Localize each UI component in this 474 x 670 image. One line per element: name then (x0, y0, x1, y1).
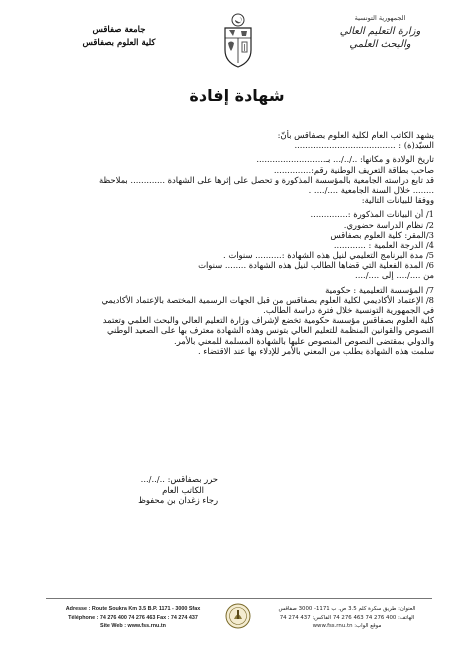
body-line: والدولي بمقتضى النصوص المنصوص عليها بالشهادة المسلمة للمعني بالأمر. (173, 335, 434, 346)
body-line: السيّد(ة) : ...................................... (294, 140, 434, 151)
republic-label: الجمهورية التونسية (354, 14, 406, 22)
body-line: 1/ أن البيانات المذكورة :.............. (310, 209, 434, 220)
university-name: جامعة صفاقس (92, 25, 146, 35)
footer-phone: Téléphone : 74 276 400 74 276 463 Fax : 74 274 437 (68, 614, 198, 621)
body-line: كلية العلوم بصفاقس مؤسسة حكومية تخضع لإشراف وزارة التعليم العالي والبحث العلمي وتعتمد (102, 315, 434, 326)
body-line: قد تابع دراسته الجامعية بالمؤسسة المذكورة و تحصل على إثرها على الشهادة ............. بملاحظة (99, 174, 434, 185)
body-line: 8/ الإعتماد الأكاديمي لكلية العلوم بصفاقس من قبل الجهات الرسمية المختصة بالإعتماد الأكاديمي (101, 294, 434, 305)
body-line: 6/ المدة الفعلية التي قضاها الطالب لنيل هذه الشهادة ........ سنوات (198, 260, 434, 271)
body-line: 7/ المؤسسة التعليمية : حكومية (325, 284, 434, 295)
body-line: سلمت هذه الشهادة بطلب من المعني بالأمر للإدلاء بها عند الاقتضاء . (197, 345, 434, 356)
faculty-name: كلية العلوم بصفاقس (82, 38, 156, 48)
signature-date: حرر بصفاقس: ../../... (140, 474, 218, 484)
body-line: تاريخ الولادة و مكانها: ../../... بـ.......................... (256, 154, 434, 165)
footer-arabic (262, 605, 432, 631)
body-line: النصوص والقوانين المنظمة للتعليم العالي بتونس وهذه الشهادة معترف بها على الصعيد الوطني (107, 325, 434, 336)
signature-block (88, 474, 218, 506)
footer-address: Adresse : Route Soukra Km 3.5 B.P. 1171 - 3000 Sfax (65, 606, 201, 612)
signature-role: الكاتب العام (162, 484, 204, 495)
body-line: في الجمهورية التونسية خلال فترة دراسة الطالب. (263, 305, 434, 315)
ministry-line-2: والبحث العلمي (349, 39, 411, 50)
body-line: 4/ الدرجة العلمية : ............ (333, 239, 434, 250)
footer-divider (46, 598, 432, 599)
footer-address-ar: العنوان: طريق سكرة كلم 3.5 ص. ب 1171- 3000 صفاقس (278, 606, 416, 612)
footer-website-ar: موقع الواب: www.fss.rnu.tn (312, 623, 382, 630)
body-line: من ..../.... إلى ..../.... (355, 270, 434, 281)
signature-name: رجاء زغدان بن محفوظ (138, 495, 218, 505)
certificate-body (34, 130, 434, 356)
document-title: شهادة إفادة (189, 86, 285, 105)
body-line: 5/ مدة البرنامج التعليمي لنيل هذه الشهادة :.......... سنوات . (223, 250, 434, 261)
footer-website: Site Web : www.fss.rnu.tn (100, 623, 166, 630)
footer-phone-ar: الهاتف: 400 276 74 463 276 74 الفاكس: 437 274 74 (279, 614, 415, 621)
university-header (64, 25, 174, 48)
ministry-header (320, 14, 440, 50)
body-line: 2/ نظام الدراسة حضوري. (343, 219, 434, 230)
body-line: ........ خلال السنة الجامعية ..../.... . (308, 184, 434, 195)
body-line: يشهد الكاتب العام لكلية العلوم بصفاقس بأنّ: (277, 130, 434, 140)
body-line: 3/المقر: كلية العلوم بصفاقس (330, 229, 434, 240)
tunisia-emblem-icon (221, 13, 255, 71)
ministry-line-1: وزارة التعليم العالي (339, 26, 421, 37)
faculty-logo-icon (225, 603, 251, 629)
footer-latin (48, 605, 218, 631)
body-line: صاحب بطاقة التعريف الوطنية رقم:.............. (273, 164, 434, 175)
body-line: ووفقا للبيانات التالية: (361, 195, 434, 206)
